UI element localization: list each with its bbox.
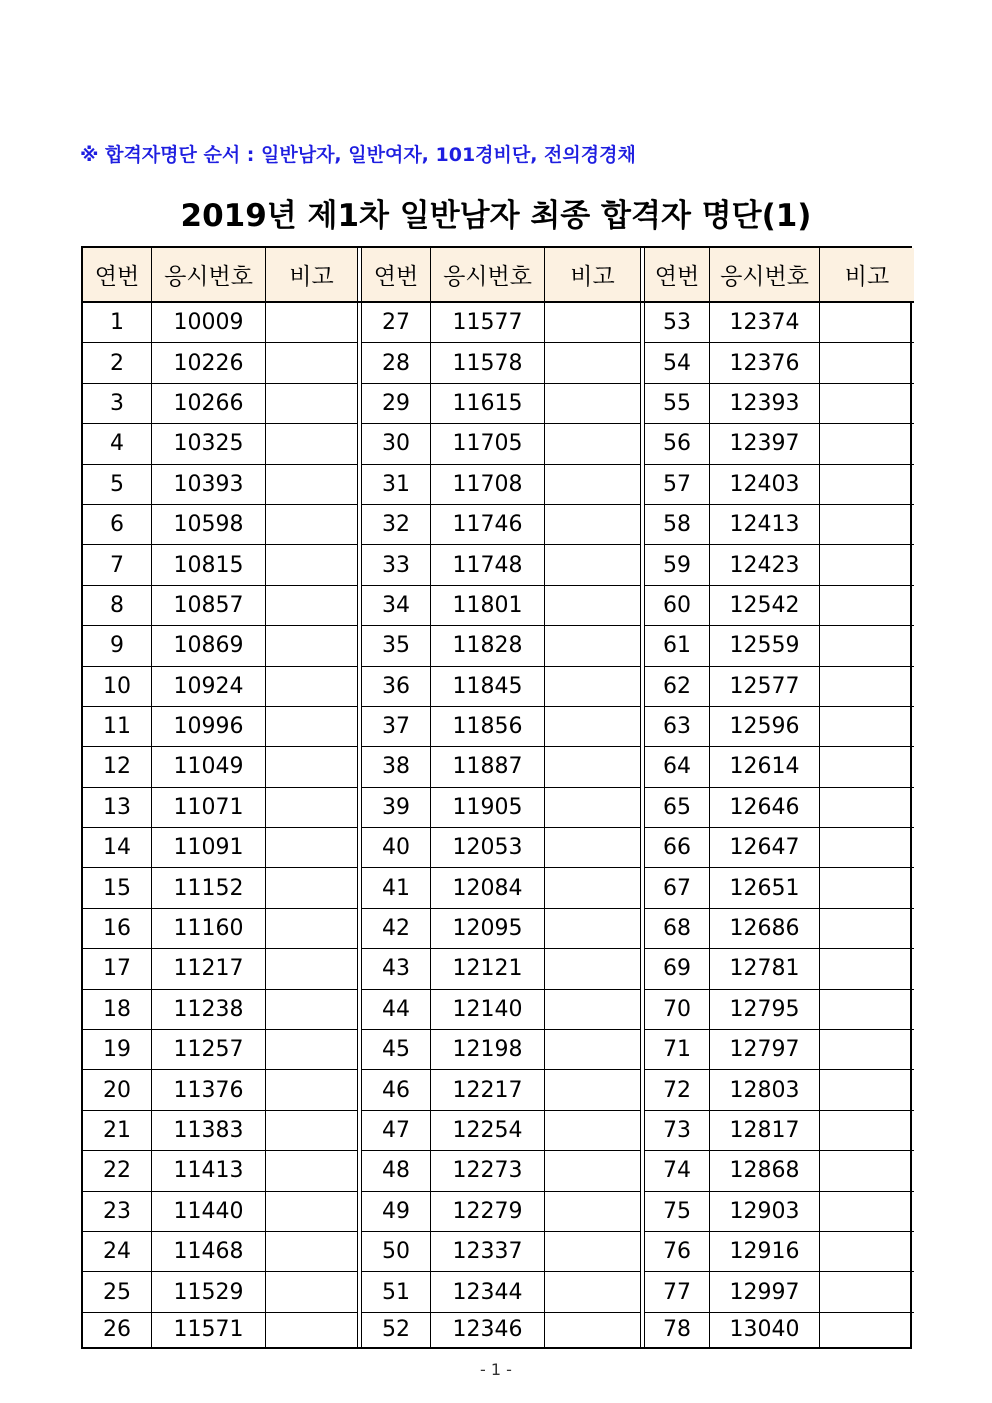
serial-no-cell: 67 xyxy=(645,868,710,908)
remark-cell xyxy=(545,424,641,464)
remark-cell xyxy=(820,465,914,505)
serial-no-cell: 9 xyxy=(83,626,152,666)
remark-cell xyxy=(545,909,641,949)
remark-cell xyxy=(266,626,358,666)
exam-number-cell: 11049 xyxy=(152,747,266,787)
remark-cell xyxy=(266,1030,358,1070)
exam-number-cell: 12397 xyxy=(710,424,820,464)
exam-number-cell: 11828 xyxy=(431,626,545,666)
remark-cell xyxy=(545,788,641,828)
remark-cell xyxy=(545,949,641,989)
remark-cell xyxy=(820,868,914,908)
header-serial-no: 연번 xyxy=(362,248,431,303)
serial-no-cell: 26 xyxy=(83,1313,152,1347)
serial-no-cell: 49 xyxy=(362,1192,431,1232)
serial-no-cell: 64 xyxy=(645,747,710,787)
remark-cell xyxy=(266,424,358,464)
remark-cell xyxy=(545,586,641,626)
remark-cell xyxy=(266,990,358,1030)
serial-no-cell: 2 xyxy=(83,343,152,383)
exam-number-cell: 12868 xyxy=(710,1151,820,1191)
serial-no-cell: 12 xyxy=(83,747,152,787)
exam-number-cell: 12403 xyxy=(710,465,820,505)
remark-cell xyxy=(820,667,914,707)
remark-cell xyxy=(266,1272,358,1312)
remark-cell xyxy=(266,343,358,383)
exam-number-cell: 12254 xyxy=(431,1111,545,1151)
header-serial-no: 연번 xyxy=(645,248,710,303)
exam-number-cell: 11845 xyxy=(431,667,545,707)
serial-no-cell: 46 xyxy=(362,1070,431,1110)
remark-cell xyxy=(266,465,358,505)
remark-cell xyxy=(545,828,641,868)
remark-cell xyxy=(545,707,641,747)
exam-number-cell: 12997 xyxy=(710,1272,820,1312)
exam-number-cell: 12273 xyxy=(431,1151,545,1191)
remark-cell xyxy=(820,424,914,464)
serial-no-cell: 30 xyxy=(362,424,431,464)
serial-no-cell: 58 xyxy=(645,505,710,545)
remark-cell xyxy=(820,384,914,424)
remark-cell xyxy=(820,909,914,949)
exam-number-cell: 11071 xyxy=(152,788,266,828)
remark-cell xyxy=(820,828,914,868)
serial-no-cell: 27 xyxy=(362,303,431,343)
exam-number-cell: 11376 xyxy=(152,1070,266,1110)
serial-no-cell: 62 xyxy=(645,667,710,707)
exam-number-cell: 12198 xyxy=(431,1030,545,1070)
serial-no-cell: 4 xyxy=(83,424,152,464)
exam-number-cell: 10857 xyxy=(152,586,266,626)
remark-cell xyxy=(545,343,641,383)
exam-number-cell: 12053 xyxy=(431,828,545,868)
serial-no-cell: 77 xyxy=(645,1272,710,1312)
remark-cell xyxy=(820,303,914,343)
exam-number-cell: 12647 xyxy=(710,828,820,868)
header-exam-number: 응시번호 xyxy=(152,248,266,303)
serial-no-cell: 15 xyxy=(83,868,152,908)
serial-no-cell: 23 xyxy=(83,1192,152,1232)
remark-cell xyxy=(820,343,914,383)
exam-number-cell: 12095 xyxy=(431,909,545,949)
exam-number-cell: 12217 xyxy=(431,1070,545,1110)
exam-number-cell: 12651 xyxy=(710,868,820,908)
remark-cell xyxy=(820,949,914,989)
serial-no-cell: 69 xyxy=(645,949,710,989)
exam-number-cell: 10996 xyxy=(152,707,266,747)
header-exam-number: 응시번호 xyxy=(710,248,820,303)
remark-cell xyxy=(545,747,641,787)
serial-no-cell: 7 xyxy=(83,545,152,585)
serial-no-cell: 73 xyxy=(645,1111,710,1151)
remark-cell xyxy=(545,303,641,343)
serial-no-cell: 31 xyxy=(362,465,431,505)
serial-no-cell: 40 xyxy=(362,828,431,868)
exam-number-cell: 11529 xyxy=(152,1272,266,1312)
serial-no-cell: 29 xyxy=(362,384,431,424)
exam-number-cell: 10266 xyxy=(152,384,266,424)
serial-no-cell: 51 xyxy=(362,1272,431,1312)
remark-cell xyxy=(545,1151,641,1191)
remark-cell xyxy=(820,505,914,545)
exam-number-cell: 12577 xyxy=(710,667,820,707)
exam-number-cell: 11748 xyxy=(431,545,545,585)
remark-cell xyxy=(820,1272,914,1312)
exam-number-cell: 10226 xyxy=(152,343,266,383)
serial-no-cell: 13 xyxy=(83,788,152,828)
serial-no-cell: 19 xyxy=(83,1030,152,1070)
remark-cell xyxy=(545,465,641,505)
serial-no-cell: 5 xyxy=(83,465,152,505)
remark-cell xyxy=(266,868,358,908)
exam-number-cell: 12121 xyxy=(431,949,545,989)
remark-cell xyxy=(266,384,358,424)
exam-number-cell: 10815 xyxy=(152,545,266,585)
remark-cell xyxy=(266,667,358,707)
remark-cell xyxy=(266,1111,358,1151)
remark-cell xyxy=(820,1111,914,1151)
remark-cell xyxy=(266,1313,358,1347)
serial-no-cell: 60 xyxy=(645,586,710,626)
exam-number-cell: 12614 xyxy=(710,747,820,787)
serial-no-cell: 33 xyxy=(362,545,431,585)
remark-cell xyxy=(545,384,641,424)
remark-cell xyxy=(820,1192,914,1232)
exam-number-cell: 12346 xyxy=(431,1313,545,1347)
serial-no-cell: 47 xyxy=(362,1111,431,1151)
remark-cell xyxy=(266,1070,358,1110)
serial-no-cell: 28 xyxy=(362,343,431,383)
serial-no-cell: 16 xyxy=(83,909,152,949)
serial-no-cell: 72 xyxy=(645,1070,710,1110)
remark-cell xyxy=(820,1313,914,1347)
exam-number-cell: 11257 xyxy=(152,1030,266,1070)
serial-no-cell: 76 xyxy=(645,1232,710,1272)
exam-number-cell: 11152 xyxy=(152,868,266,908)
header-serial-no: 연번 xyxy=(83,248,152,303)
exam-number-cell: 11905 xyxy=(431,788,545,828)
remark-cell xyxy=(545,1313,641,1347)
exam-number-cell: 11615 xyxy=(431,384,545,424)
serial-no-cell: 11 xyxy=(83,707,152,747)
serial-no-cell: 53 xyxy=(645,303,710,343)
remark-cell xyxy=(545,1111,641,1151)
serial-no-cell: 24 xyxy=(83,1232,152,1272)
remark-cell xyxy=(266,1232,358,1272)
exam-number-cell: 12393 xyxy=(710,384,820,424)
remark-cell xyxy=(266,303,358,343)
serial-no-cell: 38 xyxy=(362,747,431,787)
serial-no-cell: 10 xyxy=(83,667,152,707)
serial-no-cell: 70 xyxy=(645,990,710,1030)
exam-number-cell: 10869 xyxy=(152,626,266,666)
serial-no-cell: 34 xyxy=(362,586,431,626)
serial-no-cell: 17 xyxy=(83,949,152,989)
exam-number-cell: 12337 xyxy=(431,1232,545,1272)
exam-number-cell: 12797 xyxy=(710,1030,820,1070)
header-remark: 비고 xyxy=(545,248,641,303)
remark-cell xyxy=(266,828,358,868)
serial-no-cell: 36 xyxy=(362,667,431,707)
remark-cell xyxy=(266,545,358,585)
serial-no-cell: 44 xyxy=(362,990,431,1030)
exam-number-cell: 12413 xyxy=(710,505,820,545)
exam-number-cell: 11856 xyxy=(431,707,545,747)
exam-number-cell: 11708 xyxy=(431,465,545,505)
serial-no-cell: 66 xyxy=(645,828,710,868)
exam-number-cell: 12803 xyxy=(710,1070,820,1110)
exam-number-cell: 12781 xyxy=(710,949,820,989)
remark-cell xyxy=(545,505,641,545)
remark-cell xyxy=(545,626,641,666)
remark-cell xyxy=(820,1151,914,1191)
serial-no-cell: 14 xyxy=(83,828,152,868)
remark-cell xyxy=(545,1272,641,1312)
remark-cell xyxy=(820,707,914,747)
exam-number-cell: 11413 xyxy=(152,1151,266,1191)
serial-no-cell: 3 xyxy=(83,384,152,424)
remark-cell xyxy=(266,949,358,989)
serial-no-cell: 54 xyxy=(645,343,710,383)
remark-cell xyxy=(545,990,641,1030)
exam-number-cell: 10924 xyxy=(152,667,266,707)
serial-no-cell: 56 xyxy=(645,424,710,464)
exam-number-cell: 12374 xyxy=(710,303,820,343)
serial-no-cell: 63 xyxy=(645,707,710,747)
exam-number-cell: 12646 xyxy=(710,788,820,828)
remark-cell xyxy=(266,788,358,828)
exam-number-cell: 10009 xyxy=(152,303,266,343)
serial-no-cell: 52 xyxy=(362,1313,431,1347)
exam-number-cell: 11571 xyxy=(152,1313,266,1347)
serial-no-cell: 50 xyxy=(362,1232,431,1272)
remark-cell xyxy=(266,505,358,545)
exam-number-cell: 10393 xyxy=(152,465,266,505)
header-remark: 비고 xyxy=(820,248,914,303)
exam-number-cell: 12596 xyxy=(710,707,820,747)
exam-number-cell: 11217 xyxy=(152,949,266,989)
exam-number-cell: 11887 xyxy=(431,747,545,787)
exam-number-cell: 11091 xyxy=(152,828,266,868)
serial-no-cell: 45 xyxy=(362,1030,431,1070)
remark-cell xyxy=(545,868,641,908)
serial-no-cell: 48 xyxy=(362,1151,431,1191)
serial-no-cell: 6 xyxy=(83,505,152,545)
serial-no-cell: 68 xyxy=(645,909,710,949)
serial-no-cell: 55 xyxy=(645,384,710,424)
serial-no-cell: 20 xyxy=(83,1070,152,1110)
remark-cell xyxy=(266,747,358,787)
serial-no-cell: 1 xyxy=(83,303,152,343)
exam-number-cell: 12903 xyxy=(710,1192,820,1232)
exam-number-cell: 11468 xyxy=(152,1232,266,1272)
header-remark: 비고 xyxy=(266,248,358,303)
exam-number-cell: 10598 xyxy=(152,505,266,545)
remark-cell xyxy=(266,1151,358,1191)
result-table-grid xyxy=(83,248,910,1347)
remark-cell xyxy=(545,1232,641,1272)
exam-number-cell: 12344 xyxy=(431,1272,545,1312)
serial-no-cell: 71 xyxy=(645,1030,710,1070)
serial-no-cell: 39 xyxy=(362,788,431,828)
serial-no-cell: 74 xyxy=(645,1151,710,1191)
remark-cell xyxy=(820,788,914,828)
exam-number-cell: 11160 xyxy=(152,909,266,949)
exam-number-cell: 12423 xyxy=(710,545,820,585)
exam-number-cell: 12140 xyxy=(431,990,545,1030)
result-table xyxy=(81,246,912,1349)
exam-number-cell: 12084 xyxy=(431,868,545,908)
exam-number-cell: 11746 xyxy=(431,505,545,545)
serial-no-cell: 21 xyxy=(83,1111,152,1151)
remark-cell xyxy=(266,707,358,747)
header-exam-number: 응시번호 xyxy=(431,248,545,303)
remark-cell xyxy=(820,990,914,1030)
exam-number-cell: 12559 xyxy=(710,626,820,666)
exam-number-cell: 11577 xyxy=(431,303,545,343)
serial-no-cell: 57 xyxy=(645,465,710,505)
remark-cell xyxy=(820,747,914,787)
remark-cell xyxy=(820,626,914,666)
remark-cell xyxy=(820,1232,914,1272)
exam-number-cell: 12795 xyxy=(710,990,820,1030)
remark-cell xyxy=(820,1030,914,1070)
serial-no-cell: 8 xyxy=(83,586,152,626)
serial-no-cell: 78 xyxy=(645,1313,710,1347)
serial-no-cell: 25 xyxy=(83,1272,152,1312)
serial-no-cell: 32 xyxy=(362,505,431,545)
exam-number-cell: 11705 xyxy=(431,424,545,464)
exam-number-cell: 12817 xyxy=(710,1111,820,1151)
exam-number-cell: 11383 xyxy=(152,1111,266,1151)
page-title: 2019년 제1차 일반남자 최종 합격자 명단(1) xyxy=(180,198,812,234)
remark-cell xyxy=(820,1070,914,1110)
exam-number-cell: 10325 xyxy=(152,424,266,464)
order-note: ※ 합격자명단 순서 : 일반남자, 일반여자, 101경비단, 전의경경채 xyxy=(80,144,636,166)
serial-no-cell: 41 xyxy=(362,868,431,908)
exam-number-cell: 12279 xyxy=(431,1192,545,1232)
remark-cell xyxy=(266,586,358,626)
exam-number-cell: 11238 xyxy=(152,990,266,1030)
serial-no-cell: 65 xyxy=(645,788,710,828)
serial-no-cell: 18 xyxy=(83,990,152,1030)
exam-number-cell: 11440 xyxy=(152,1192,266,1232)
exam-number-cell: 11578 xyxy=(431,343,545,383)
remark-cell xyxy=(820,545,914,585)
serial-no-cell: 22 xyxy=(83,1151,152,1191)
serial-no-cell: 43 xyxy=(362,949,431,989)
exam-number-cell: 12686 xyxy=(710,909,820,949)
serial-no-cell: 61 xyxy=(645,626,710,666)
remark-cell xyxy=(545,1030,641,1070)
exam-number-cell: 12542 xyxy=(710,586,820,626)
exam-number-cell: 11801 xyxy=(431,586,545,626)
remark-cell xyxy=(545,545,641,585)
serial-no-cell: 59 xyxy=(645,545,710,585)
remark-cell xyxy=(820,586,914,626)
serial-no-cell: 75 xyxy=(645,1192,710,1232)
remark-cell xyxy=(266,909,358,949)
remark-cell xyxy=(545,667,641,707)
serial-no-cell: 37 xyxy=(362,707,431,747)
exam-number-cell: 12916 xyxy=(710,1232,820,1272)
exam-number-cell: 12376 xyxy=(710,343,820,383)
remark-cell xyxy=(266,1192,358,1232)
serial-no-cell: 42 xyxy=(362,909,431,949)
exam-number-cell: 13040 xyxy=(710,1313,820,1347)
serial-no-cell: 35 xyxy=(362,626,431,666)
page-number: - 1 - xyxy=(480,1360,512,1379)
remark-cell xyxy=(545,1070,641,1110)
remark-cell xyxy=(545,1192,641,1232)
